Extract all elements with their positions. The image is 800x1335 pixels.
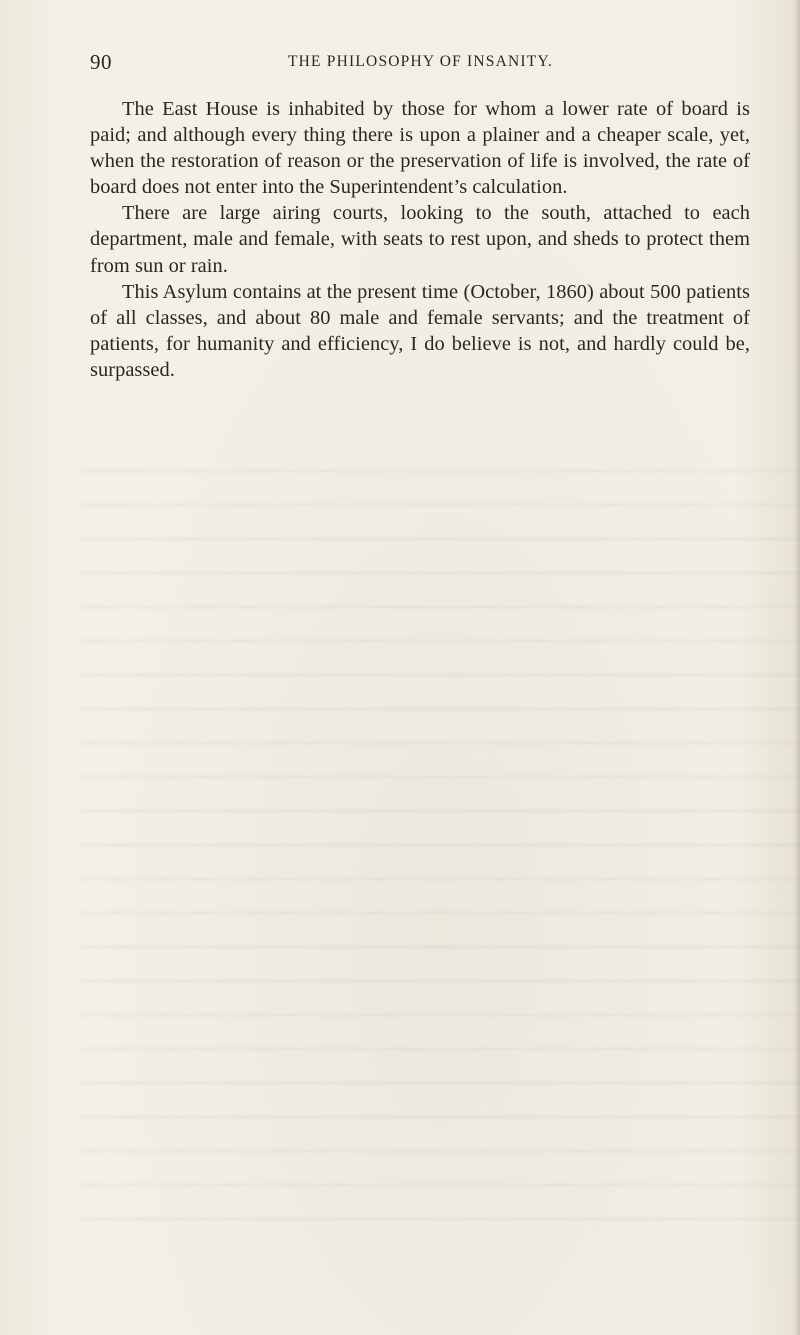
- page-edge-shadow: [794, 0, 800, 1335]
- page-header: [90, 50, 740, 78]
- running-head: THE PHILOSOPHY OF INSANITY.: [288, 53, 553, 70]
- paragraph-asylum-patients: This Asylum contains at the present time (October, 1860) about 500 patients of all classes, and about 80 male and female servants; and the treatment of patients, for humanity and efficiency, I do believe is not, and hardly could be, surpassed.: [90, 280, 750, 381]
- body-text: [90, 96, 750, 383]
- paragraph-east-house: The East House is inhabited by those for whom a lower rate of board is paid; and although every thing there is upon a plainer and a cheaper scale, yet, when the restoration of reason or the preservation of life is involved, the rate of board does not enter into the Superintendent’s calculation.: [90, 98, 750, 199]
- page-number: 90: [90, 50, 112, 74]
- paragraph-airing-courts: There are large airing courts, looking to the south, attached to each department, male and female, with seats to rest upon, and sheds to protect them from sun or rain.: [90, 202, 750, 277]
- show-through-text: [80, 470, 800, 1250]
